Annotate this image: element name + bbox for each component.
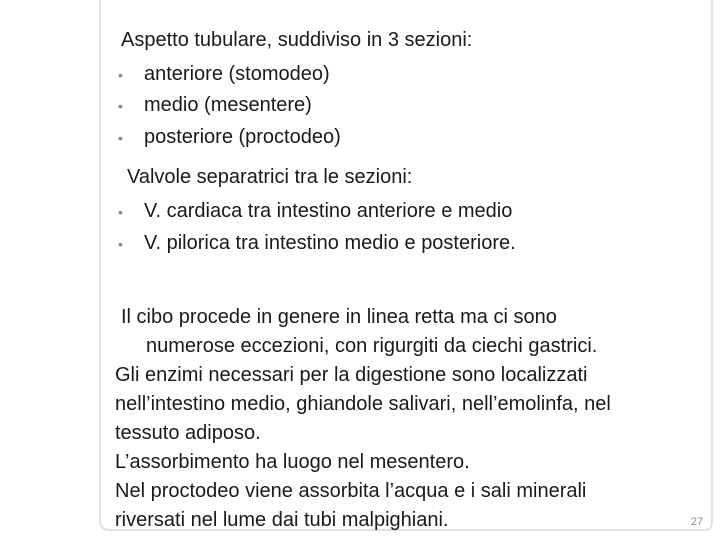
section-1-bullet-3: posteriore (proctodeo) xyxy=(144,126,341,148)
paragraph-line-8: riversati nel lume dai tubi malpighiani. xyxy=(115,509,449,531)
paragraph-line-6: L’assorbimento ha luogo nel mesentero. xyxy=(115,451,470,473)
paragraph-line-7: Nel proctodeo viene assorbita l’acqua e i sali minerali xyxy=(115,480,587,502)
section-1-bullet-1: anteriore (stomodeo) xyxy=(144,63,330,85)
section-2-bullet-1: V. cardiaca tra intestino anteriore e medio xyxy=(144,200,513,222)
bullet-glyph: • xyxy=(118,98,123,114)
section-2-heading: Valvole separatrici tra le sezioni: xyxy=(127,166,413,188)
bullet-glyph: • xyxy=(118,130,123,146)
page-number: 27 xyxy=(690,516,704,528)
bullet-glyph: • xyxy=(118,236,123,252)
section-1-bullet-2: medio (mesentere) xyxy=(144,94,312,116)
bullet-glyph: • xyxy=(118,204,123,220)
paragraph-line-2: numerose eccezioni, con rigurgiti da ciechi gastrici. xyxy=(146,335,598,357)
section-1-heading: Aspetto tubulare, suddiviso in 3 sezioni: xyxy=(121,29,473,51)
paragraph-line-1: Il cibo procede in genere in linea retta ma ci sono xyxy=(121,306,557,328)
bullet-glyph: • xyxy=(118,67,123,83)
paragraph-line-3: Gli enzimi necessari per la digestione sono localizzati xyxy=(115,364,588,386)
paragraph-line-5: tessuto adiposo. xyxy=(115,422,261,444)
section-2-bullet-2: V. pilorica tra intestino medio e posteriore. xyxy=(144,232,516,254)
paragraph-line-4: nell’intestino medio, ghiandole salivari, nell’emolinfa, nel xyxy=(115,393,611,415)
